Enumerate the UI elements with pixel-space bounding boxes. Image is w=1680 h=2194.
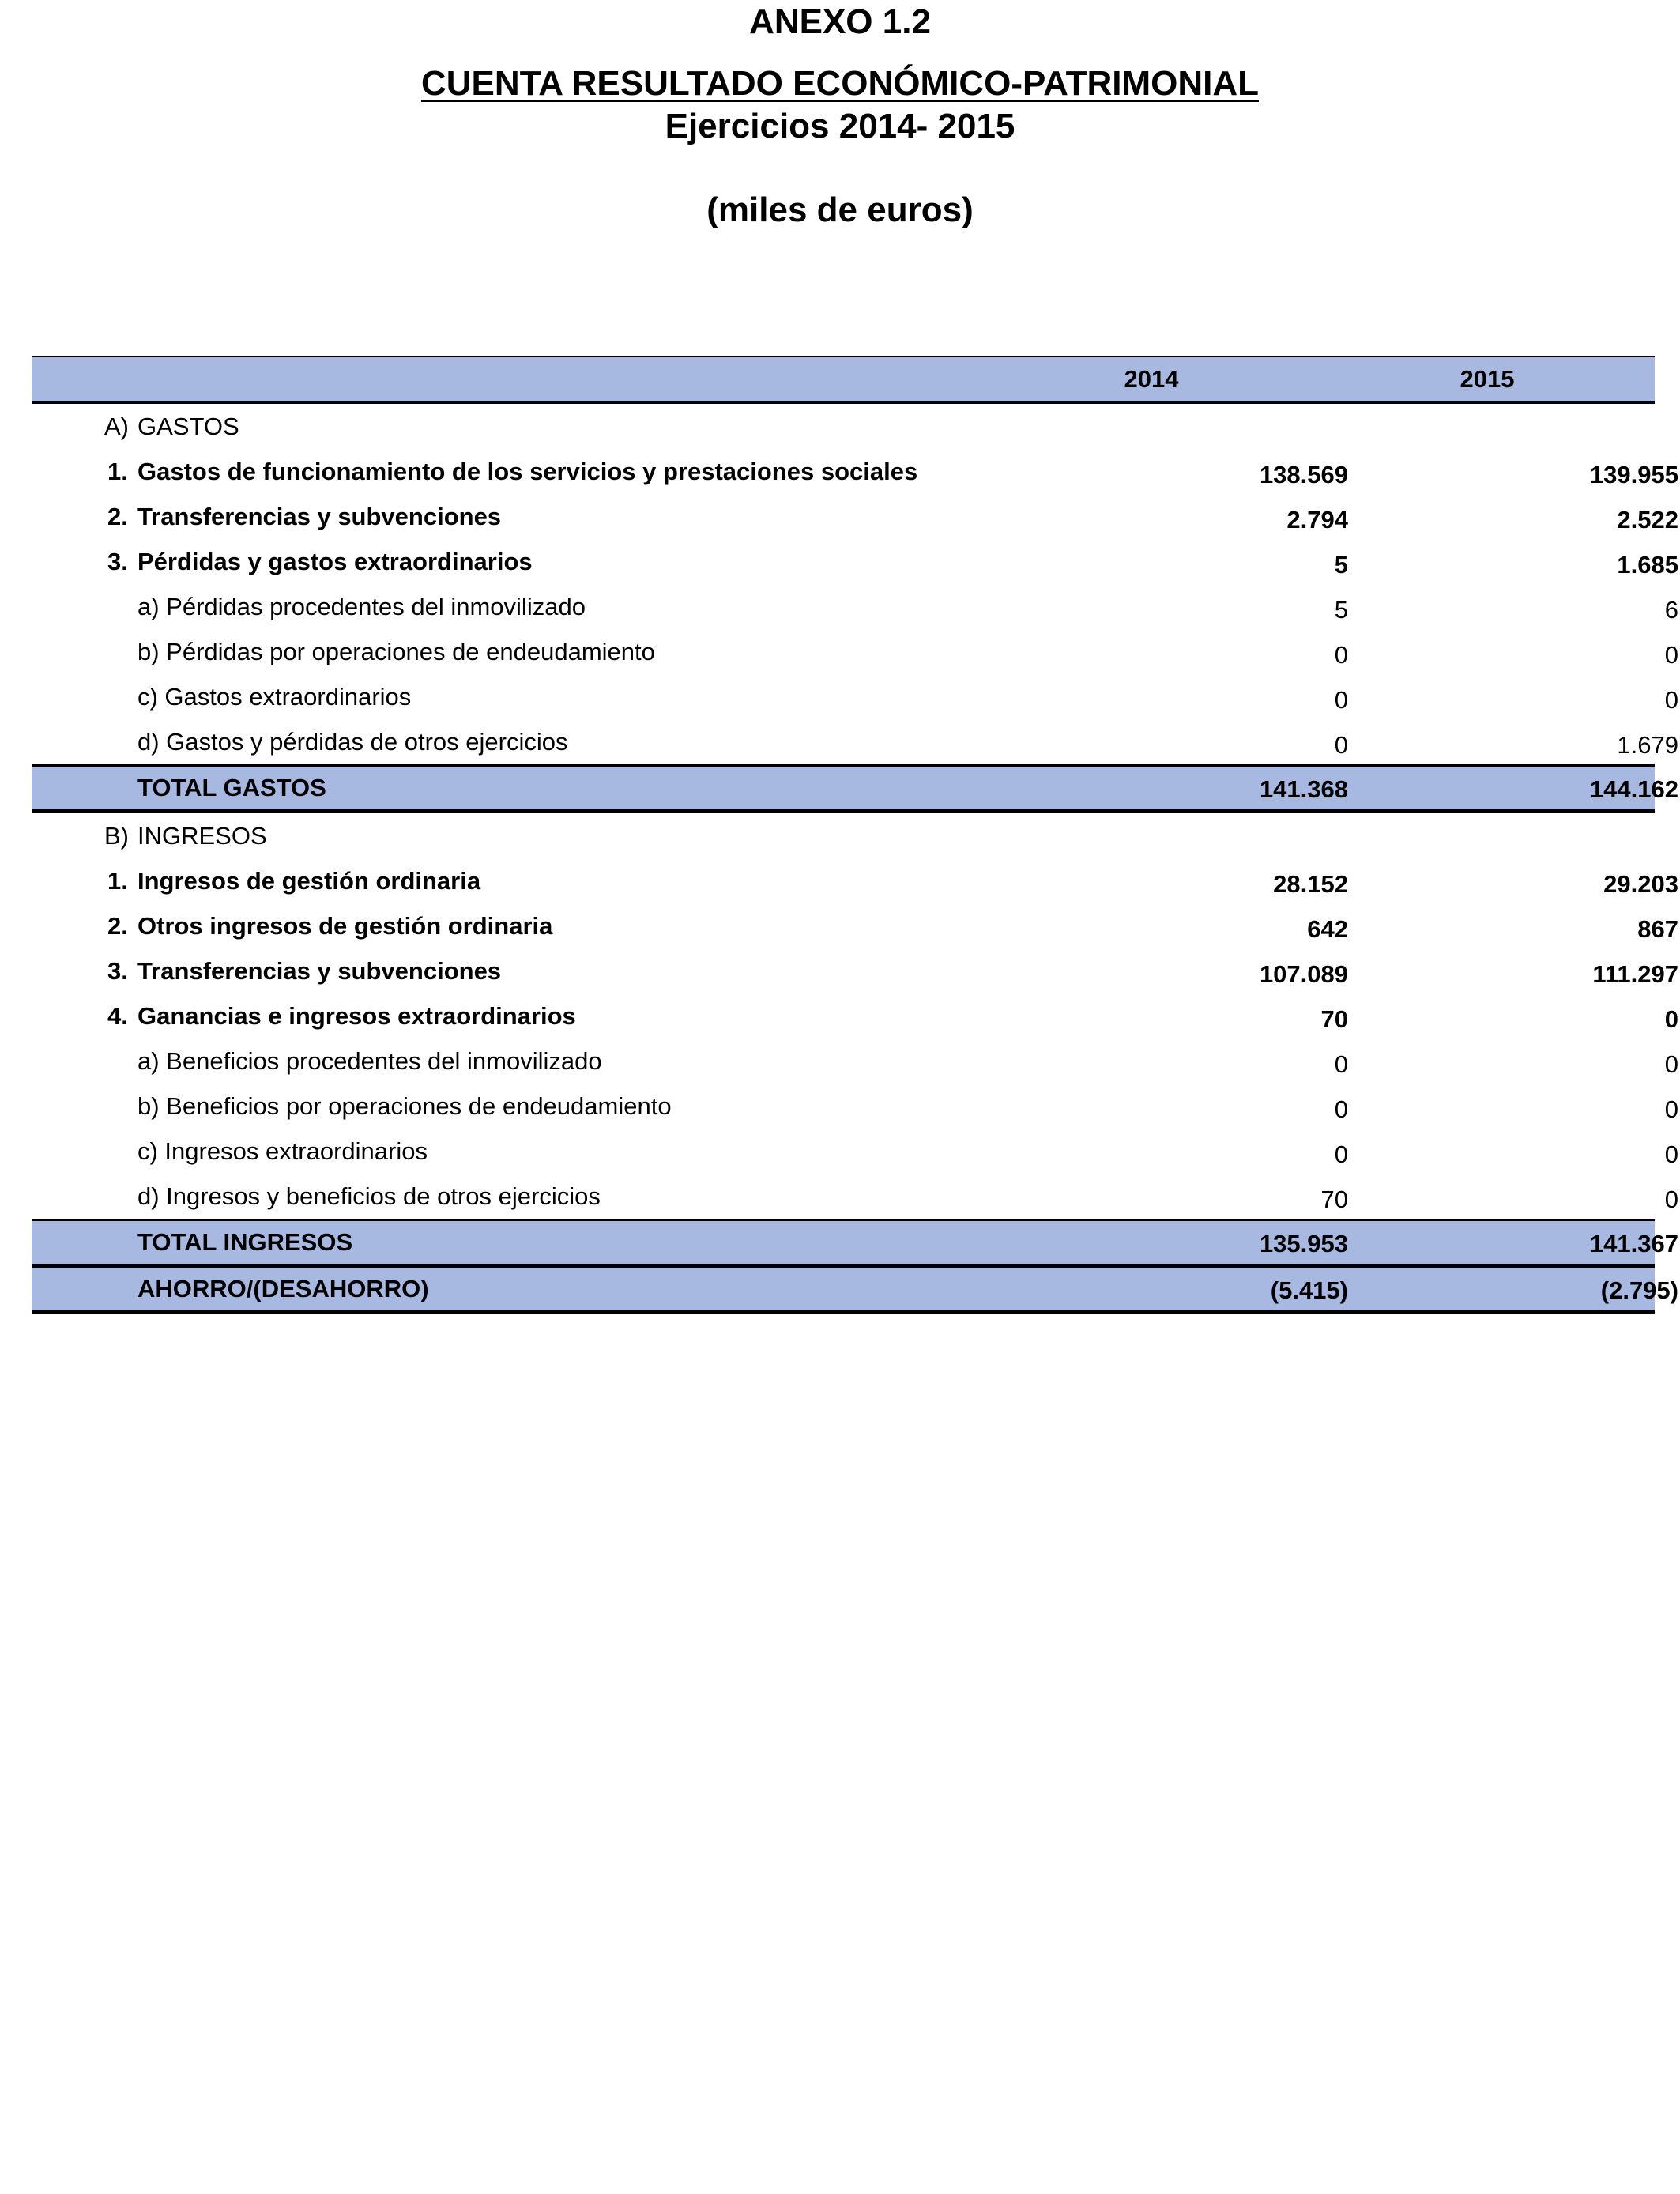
column-header-2015: 2015 [1460,365,1515,393]
value-2015: 0 [1664,1005,1678,1033]
value-2015: 0 [1664,1050,1678,1078]
row-label: c) Gastos extraordinarios [137,683,412,711]
value-2015: 0 [1664,1095,1678,1123]
value-2015: 867 [1637,915,1678,943]
value-2014: 138.569 [1259,461,1348,488]
table-row [32,539,1678,584]
section-mark: A) [104,413,129,440]
table-subrow [32,1039,1678,1084]
annex-label: ANEXO 1.2 [749,2,931,41]
value-2014: 642 [1307,915,1348,943]
section-row-gastos [32,404,1655,449]
row-label: Transferencias y subvenciones [137,503,502,530]
column-header-2014: 2014 [1124,365,1179,393]
table-row [32,948,1678,993]
value-2014: 70 [1320,1005,1348,1033]
row-label: Otros ingresos de gestión ordinaria [137,912,553,940]
row-label: Gastos de funcionamiento de los servicios y prestaciones sociales [137,458,918,485]
row-label: Pérdidas y gastos extraordinarios [137,548,533,575]
table-row [32,449,1678,494]
total-2015: 141.367 [1589,1230,1678,1257]
value-2015: 0 [1664,641,1678,669]
section-mark: B) [104,822,129,850]
row-label: Ingresos de gestión ordinaria [137,867,481,895]
value-2015: 0 [1664,1140,1678,1168]
table-subrow [32,674,1678,719]
value-2014: 70 [1320,1186,1348,1213]
row-mark: 1. [107,458,128,485]
savings-result-row [32,1268,1678,1314]
row-label: b) Beneficios por operaciones de endeudamiento [137,1092,672,1120]
row-label: d) Ingresos y beneficios de otros ejercicios [137,1182,601,1210]
value-2014: 0 [1334,641,1348,669]
row-label: c) Ingresos extraordinarios [137,1137,428,1165]
result-2015: (2.795) [1600,1276,1678,1304]
table-row [32,494,1678,539]
total-ingresos-row [32,1219,1678,1268]
result-label: AHORRO/(DESAHORRO) [137,1275,429,1302]
total-label: TOTAL INGRESOS [137,1228,353,1256]
value-2014: 0 [1334,1140,1348,1168]
value-2014: 0 [1334,1095,1348,1123]
row-label: a) Pérdidas procedentes del inmovilizado [137,593,586,620]
table-header-row [32,356,1655,404]
value-2014: 5 [1334,551,1348,579]
row-label: b) Pérdidas por operaciones de endeudamiento [137,638,655,665]
section-label: INGRESOS [137,822,267,850]
units-note: (miles de euros) [706,190,974,229]
table-subrow [32,1174,1678,1219]
value-2014: 28.152 [1273,870,1348,898]
table-row [32,993,1678,1039]
document-title [0,63,1680,104]
table-subrow [32,719,1678,764]
table-subrow [32,1129,1678,1174]
document-title-text: CUENTA RESULTADO ECONÓMICO-PATRIMONIAL [421,64,1259,103]
section-row-ingresos [32,813,1655,858]
table-row [32,903,1678,948]
value-2015: 1.685 [1617,551,1678,579]
section-label: GASTOS [137,413,239,440]
value-2014: 0 [1334,731,1348,759]
table-subrow [32,584,1678,629]
value-2015: 1.679 [1617,731,1678,759]
total-2014: 135.953 [1259,1230,1348,1257]
total-label: TOTAL GASTOS [137,774,326,801]
row-mark: 2. [107,912,128,940]
total-2014: 141.368 [1259,775,1348,803]
row-label: d) Gastos y pérdidas de otros ejercicios [137,728,568,756]
table-subrow [32,1084,1678,1129]
value-2014: 107.089 [1259,960,1348,988]
results-table [32,356,1678,1314]
total-2015: 144.162 [1589,775,1678,803]
row-label: Ganancias e ingresos extraordinarios [137,1002,576,1030]
total-gastos-row [32,764,1678,813]
period-subtitle: Ejercicios 2014- 2015 [665,107,1015,145]
row-label: Transferencias y subvenciones [137,957,502,985]
row-mark: 3. [107,548,128,575]
row-mark: 4. [107,1002,128,1030]
value-2015: 111.297 [1592,960,1678,988]
value-2014: 2.794 [1286,506,1348,533]
value-2015: 29.203 [1603,870,1678,898]
table-subrow [32,629,1678,674]
result-2014: (5.415) [1270,1276,1348,1304]
table-row [32,858,1678,903]
row-mark: 3. [107,957,128,985]
value-2015: 0 [1664,1186,1678,1213]
value-2014: 5 [1334,596,1348,624]
value-2014: 0 [1334,686,1348,714]
value-2015: 2.522 [1617,506,1678,533]
row-mark: 2. [107,503,128,530]
value-2015: 139.955 [1589,461,1678,488]
value-2015: 6 [1664,596,1678,624]
value-2015: 0 [1664,686,1678,714]
value-2014: 0 [1334,1050,1348,1078]
row-label: a) Beneficios procedentes del inmovilizado [137,1047,602,1075]
row-mark: 1. [107,867,128,895]
